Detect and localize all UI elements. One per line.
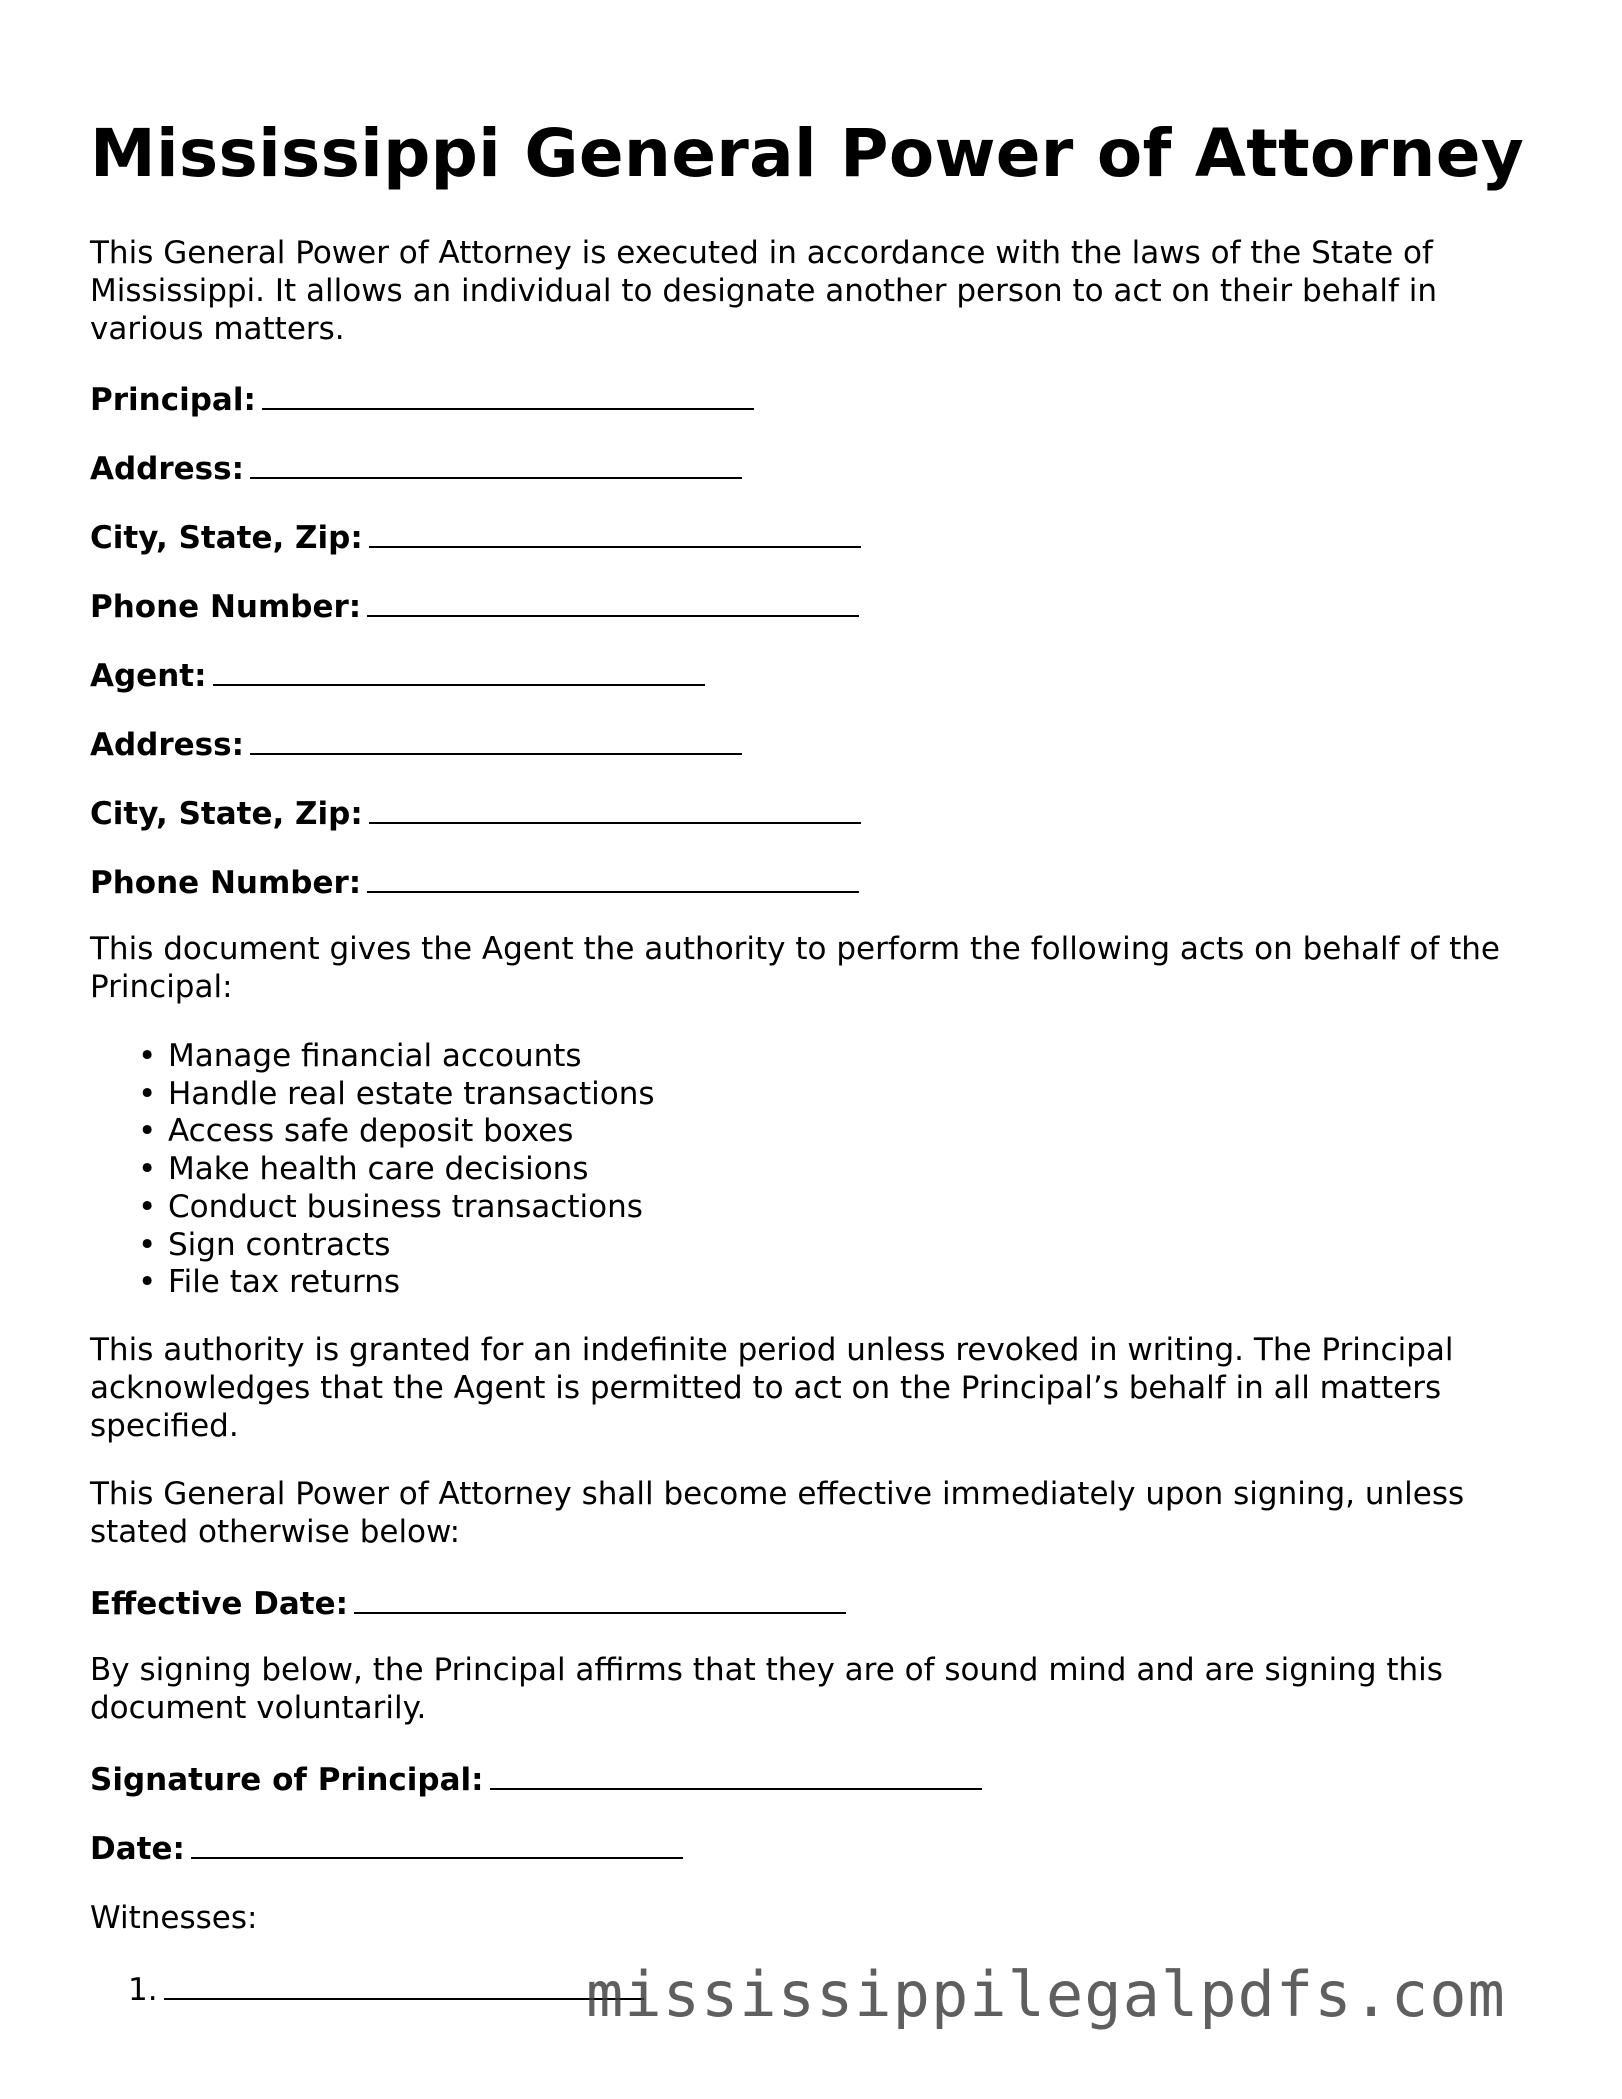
agent-field	[90, 654, 705, 695]
effective-date-blank-line[interactable]	[354, 1582, 846, 1614]
principal-phone-field	[90, 585, 859, 626]
effective-paragraph: This General Power of Attorney shall become effective immediately upon signing, unless stated otherwise below:	[90, 1476, 1465, 1550]
signature-field	[90, 1758, 982, 1799]
principal-city-field	[90, 516, 861, 557]
principal-city-label: City, State, Zip:	[90, 520, 363, 556]
principal-address-field	[90, 447, 742, 488]
power-text: Conduct business transactions	[168, 1188, 643, 1225]
signature-blank-line[interactable]	[490, 1758, 982, 1790]
witnesses-label: Witnesses:	[90, 1900, 258, 1936]
agent-phone-field	[90, 861, 859, 902]
list-item	[138, 1075, 655, 1114]
power-text: Handle real estate transactions	[168, 1075, 655, 1112]
principal-phone-blank-line[interactable]	[367, 585, 859, 617]
witness-1-blank-line[interactable]	[164, 1968, 644, 2000]
intro-paragraph: This General Power of Attorney is executed in accordance with the laws of the State of Mississippi. It allows an individual to designate another person to act on their behalf in various matters.	[90, 235, 1438, 347]
list-item	[138, 1113, 655, 1151]
date-field	[90, 1827, 683, 1868]
principal-address-blank-line[interactable]	[250, 447, 742, 479]
principal-phone-label: Phone Number:	[90, 589, 362, 625]
agent-address-field	[90, 723, 742, 764]
witnesses-heading	[90, 1899, 257, 1937]
date-blank-line[interactable]	[191, 1827, 683, 1859]
bullet-icon: •	[138, 1151, 157, 1188]
duration-paragraph: This authority is granted for an indefinite period unless revoked in writing. The Principal acknowledges that the Agent is permitted to act on the Principal’s behalf in all matters specified.	[90, 1332, 1454, 1444]
document-title: Mississippi General Power of Attorney	[90, 115, 1525, 192]
bullet-icon: •	[138, 1226, 157, 1263]
principal-field	[90, 378, 754, 419]
agent-address-label: Address:	[90, 727, 244, 763]
list-item	[138, 1264, 655, 1302]
power-text: File tax returns	[168, 1264, 401, 1301]
list-item	[138, 1188, 655, 1227]
powers-list	[90, 1038, 655, 1302]
agent-blank-line[interactable]	[213, 654, 705, 686]
principal-city-blank-line[interactable]	[369, 516, 861, 548]
bullet-icon: •	[138, 1188, 157, 1225]
principal-address-label: Address:	[90, 451, 244, 487]
power-text: Manage financial accounts	[168, 1038, 582, 1074]
bullet-icon: •	[138, 1075, 157, 1112]
bullet-icon: •	[138, 1264, 157, 1301]
power-text: Make health care decisions	[168, 1151, 589, 1188]
principal-blank-line[interactable]	[262, 378, 754, 410]
affirm-paragraph: By signing below, the Principal affirms that they are of sound mind and are signing this document voluntarily.	[90, 1652, 1443, 1726]
witness-number: 1.	[128, 1972, 158, 2008]
effective-date-label: Effective Date:	[90, 1586, 349, 1622]
date-label: Date:	[90, 1831, 185, 1867]
agent-phone-label: Phone Number:	[90, 865, 362, 901]
principal-label: Principal:	[90, 382, 256, 418]
bullet-icon: •	[138, 1038, 157, 1074]
bullet-icon: •	[138, 1113, 157, 1150]
power-text: Sign contracts	[168, 1226, 391, 1263]
agent-address-blank-line[interactable]	[250, 723, 742, 755]
power-text: Access safe deposit boxes	[168, 1113, 574, 1150]
watermark: mississippilegalpdfs.com	[586, 1958, 1506, 2031]
list-item	[138, 1151, 655, 1189]
agent-city-label: City, State, Zip:	[90, 796, 363, 832]
agent-city-field	[90, 792, 861, 833]
witness-1-field	[128, 1968, 644, 2009]
effective-date-field	[90, 1582, 846, 1623]
agent-label: Agent:	[90, 658, 207, 694]
list-item	[138, 1226, 655, 1265]
agent-phone-blank-line[interactable]	[367, 861, 859, 893]
authority-intro-paragraph: This document gives the Agent the authority to perform the following acts on behalf of the Principal:	[90, 931, 1500, 1005]
list-item	[138, 1038, 655, 1076]
agent-city-blank-line[interactable]	[369, 792, 861, 824]
signature-label: Signature of Principal:	[90, 1762, 484, 1798]
